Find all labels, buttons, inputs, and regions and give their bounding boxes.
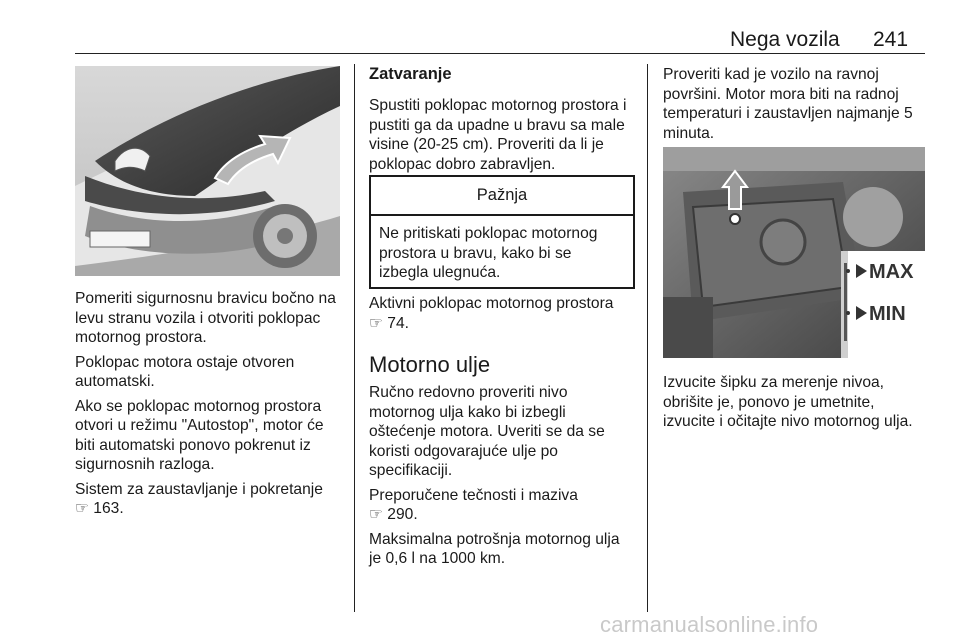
warning-box <box>369 175 635 289</box>
warning-body: Ne pritiskati poklopac motornog prostora u bravu, kako bi se izbegla ulegnuća. <box>379 225 598 281</box>
column-1-text <box>75 289 347 524</box>
dipstick-max-label: MAX <box>869 261 914 283</box>
dipstick-min-label: MIN <box>869 303 906 325</box>
hood-release-illustration <box>75 66 340 276</box>
paragraph: Ako se poklopac motornog prostora otvori u režimu "Autostop", motor će biti automatski ponovo pokrenut iz sigurnosnih razloga. <box>75 397 324 473</box>
page-number: 241 <box>873 28 909 51</box>
header-rule <box>75 53 925 54</box>
watermark: carmanualsonline.info <box>600 612 819 637</box>
column-divider-1 <box>354 64 355 612</box>
column-divider-2 <box>647 64 648 612</box>
paragraph: Aktivni poklopac motornog prostora <box>369 295 614 312</box>
paragraph: Pomeriti sigurnosnu bravicu bočno na levu stranu vozila i otvoriti poklopac motornog prostora. <box>75 290 336 346</box>
page-reference-link[interactable]: ☞ 74. <box>369 314 409 332</box>
dipstick-caption: Izvucite šipku za merenje nivoa, obrišite je, ponovo je umetnite, izvucite i očitajte nivo motornog ulja. <box>663 374 913 430</box>
paragraph: Poklopac motora ostaje otvoren automatski. <box>75 353 295 390</box>
closing-instructions: Spustiti poklopac motornog prostora i pustiti ga da upadne u bravu sa male visine (20-25 cm). Proveriti da li je poklopac dobro zabravljen. <box>369 97 627 173</box>
engine-check-conditions: Proveriti kad je vozilo na ravnoj površini. Motor mora biti na radnoj temperaturi i zaustavljen najmanje 5 minuta. <box>663 66 913 142</box>
page-header-title: Nega vozila <box>730 28 840 51</box>
page-reference-link[interactable]: ☞ 163. <box>75 500 124 517</box>
paragraph: Ručno redovno proveriti nivo motornog ulja kako bi izbegli oštećenje motora. Uveriti se da se koristi odgovarajuće ulje po specifikaciji. <box>369 384 605 479</box>
paragraph: Maksimalna potrošnja motornog ulja je 0,6 l na 1000 km. <box>369 530 620 567</box>
section-heading-motorno-ulje: Motorno ulje <box>369 352 491 377</box>
paragraph: Preporučene tečnosti i maziva <box>369 486 578 504</box>
page-reference-link[interactable]: ☞ 290. <box>369 506 418 523</box>
engine-dipstick-illustration <box>663 147 925 358</box>
subheading-zatvaranje: Zatvaranje <box>369 65 452 83</box>
warning-title: Pažnja <box>371 177 633 216</box>
paragraph: Sistem za zaustavljanje i pokretanje <box>75 480 323 498</box>
active-hood-reference <box>369 294 635 338</box>
engine-oil-text <box>369 383 635 574</box>
